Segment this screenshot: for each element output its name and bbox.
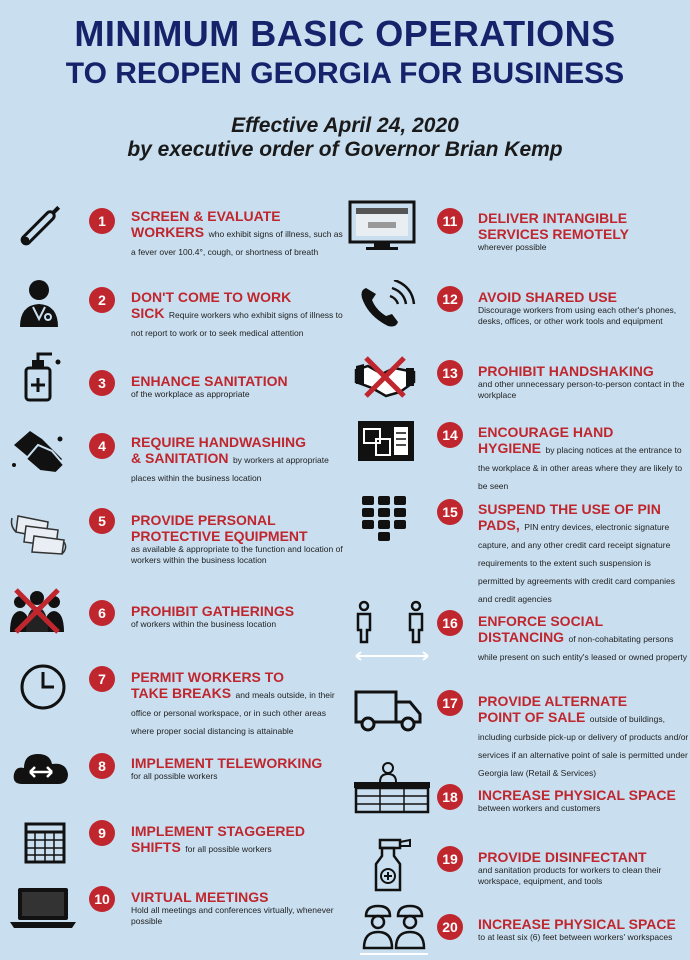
item-number: 16 bbox=[437, 610, 463, 636]
item-heading-cont: DISTANCING bbox=[478, 629, 565, 645]
item-heading: SCREEN & EVALUATE bbox=[131, 208, 281, 224]
item-description: between workers and customers bbox=[478, 803, 601, 813]
item-description: for all possible workers bbox=[185, 844, 272, 854]
item-heading: VIRTUAL MEETINGS bbox=[131, 889, 269, 905]
item-heading: ENHANCE SANITATION bbox=[131, 373, 288, 389]
item-heading: IMPLEMENT STAGGERED bbox=[131, 823, 305, 839]
item-description: to at least six (6) feet between workers' workspaces bbox=[478, 932, 673, 942]
item-description: of non-cohabitating persons while present on such entity's leased or owned property bbox=[478, 634, 688, 662]
thermometer-icon bbox=[10, 200, 72, 250]
item-heading: PROHIBIT HANDSHAKING bbox=[478, 363, 654, 379]
masks-icon bbox=[8, 508, 70, 558]
item-number: 20 bbox=[437, 914, 463, 940]
item-number: 12 bbox=[437, 286, 463, 312]
item-description: and sanitation products for workers to clean their workspace, equipment, and tools bbox=[478, 865, 662, 886]
item-description: and other unnecessary person-to-person contact in the workplace bbox=[478, 379, 685, 400]
item-heading: INCREASE PHYSICAL SPACE bbox=[478, 916, 676, 932]
item-heading-cont: WORKERS bbox=[131, 224, 205, 240]
item-description: who exhibit signs of illness, such as a fever over 100.4°, cough, or shortness of breath bbox=[131, 229, 343, 257]
item-number: 14 bbox=[437, 422, 463, 448]
item-heading: PROVIDE DISINFECTANT bbox=[478, 849, 647, 865]
handwashing-icon bbox=[8, 425, 70, 475]
item-heading-cont: SHIFTS bbox=[131, 839, 181, 855]
item-heading-cont: PROTECTIVE EQUIPMENT bbox=[131, 528, 308, 544]
item-number: 8 bbox=[89, 753, 115, 779]
phone-icon bbox=[356, 280, 418, 330]
item-number: 18 bbox=[437, 784, 463, 810]
item-number: 9 bbox=[89, 820, 115, 846]
item-number: 4 bbox=[89, 433, 115, 459]
item-description: outside of buildings, including curbside pick-up or delivery of products and/or services if an alternative point of sale is permitted under Georgia law (Retail & Services) bbox=[478, 714, 689, 778]
monitor-icon bbox=[346, 198, 418, 252]
item-number: 5 bbox=[89, 508, 115, 534]
item-heading-cont: POINT OF SALE bbox=[478, 709, 586, 725]
item-number: 3 bbox=[89, 370, 115, 396]
workers-icon bbox=[356, 900, 432, 956]
item-number: 15 bbox=[437, 499, 463, 525]
effective-date: Effective April 24, 2020 bbox=[231, 114, 459, 137]
item-heading-cont: TAKE BREAKS bbox=[131, 685, 232, 701]
item-number: 10 bbox=[89, 886, 115, 912]
item-number: 1 bbox=[89, 208, 115, 234]
item-heading-cont: SERVICES REMOTELY bbox=[478, 226, 629, 242]
no-handshake-icon bbox=[354, 352, 416, 402]
item-heading: ENCOURAGE HAND bbox=[478, 424, 614, 440]
item-number: 6 bbox=[89, 600, 115, 626]
item-description: by placing notices at the entrance to the workplace & in other areas where they are likely to be seen bbox=[478, 445, 683, 491]
item-heading: PROVIDE PERSONAL bbox=[131, 512, 276, 528]
item-number: 13 bbox=[437, 360, 463, 386]
item-description: wherever possible bbox=[478, 242, 547, 252]
keypad-icon bbox=[354, 494, 416, 544]
item-description: Hold all meetings and conferences virtually, whenever possible bbox=[131, 905, 334, 926]
item-heading: AVOID SHARED USE bbox=[478, 289, 617, 305]
item-number: 7 bbox=[89, 666, 115, 692]
cloud-transfer-icon bbox=[10, 742, 72, 792]
item-description: by workers at appropriate places within the business location bbox=[131, 455, 329, 483]
item-number: 2 bbox=[89, 287, 115, 313]
calendar-icon bbox=[14, 818, 76, 868]
item-heading-cont: SICK bbox=[131, 305, 165, 321]
item-number: 11 bbox=[437, 208, 463, 234]
notice-board-icon bbox=[354, 417, 416, 467]
executive-order-line: by executive order of Governor Brian Kemp bbox=[127, 138, 563, 161]
item-heading-cont: & SANITATION bbox=[131, 450, 229, 466]
item-number: 17 bbox=[437, 690, 463, 716]
item-heading: PERMIT WORKERS TO bbox=[131, 669, 284, 685]
laptop-icon bbox=[8, 882, 78, 932]
page-title-line2: TO REOPEN GEORGIA FOR BUSINESS bbox=[65, 57, 625, 90]
sanitizer-icon bbox=[10, 352, 72, 402]
item-heading: DON'T COME TO WORK bbox=[131, 289, 292, 305]
item-description: and meals outside, in their office or personal workspace, or in such other areas where proper social distancing is attainable bbox=[131, 690, 335, 736]
item-heading: DELIVER INTANGIBLE bbox=[478, 210, 628, 226]
doctor-icon bbox=[8, 277, 70, 327]
clock-icon bbox=[12, 662, 74, 712]
item-heading-cont: PADS, bbox=[478, 517, 520, 533]
item-heading: PROHIBIT GATHERINGS bbox=[131, 603, 295, 619]
counter-icon bbox=[352, 760, 432, 816]
spray-bottle-icon bbox=[360, 834, 416, 894]
item-description: of the workplace as appropriate bbox=[131, 389, 250, 399]
no-gathering-icon bbox=[6, 586, 68, 636]
item-description: PIN entry devices, electronic signature capture, and any other credit card receipt signature requirements to the extent such suspension is permitted by agreements with credit card companies and credit agencies bbox=[478, 522, 676, 604]
truck-icon bbox=[352, 684, 424, 734]
item-number: 19 bbox=[437, 846, 463, 872]
item-description: for all possible workers bbox=[131, 771, 218, 781]
item-heading-cont: HYGIENE bbox=[478, 440, 542, 456]
item-description: as available & appropriate to the function and location of workers within the business location bbox=[131, 544, 343, 565]
item-heading: ENFORCE SOCIAL bbox=[478, 613, 604, 629]
item-heading: IMPLEMENT TELEWORKING bbox=[131, 755, 323, 771]
item-heading: REQUIRE HANDWASHING bbox=[131, 434, 307, 450]
item-description: Discourage workers from using each other's phones, desks, offices, or other work tools and equipment bbox=[478, 305, 677, 326]
item-description: of workers within the business location bbox=[131, 619, 277, 629]
item-description: Require workers who exhibit signs of illness to not report to work or to seek medical attention bbox=[131, 310, 343, 338]
item-heading: INCREASE PHYSICAL SPACE bbox=[478, 787, 676, 803]
item-heading: SUSPEND THE USE OF PIN bbox=[478, 501, 661, 517]
page-title-line1: MINIMUM BASIC OPERATIONS bbox=[74, 13, 616, 54]
item-heading: PROVIDE ALTERNATE bbox=[478, 693, 628, 709]
social-distance-icon bbox=[350, 596, 434, 664]
